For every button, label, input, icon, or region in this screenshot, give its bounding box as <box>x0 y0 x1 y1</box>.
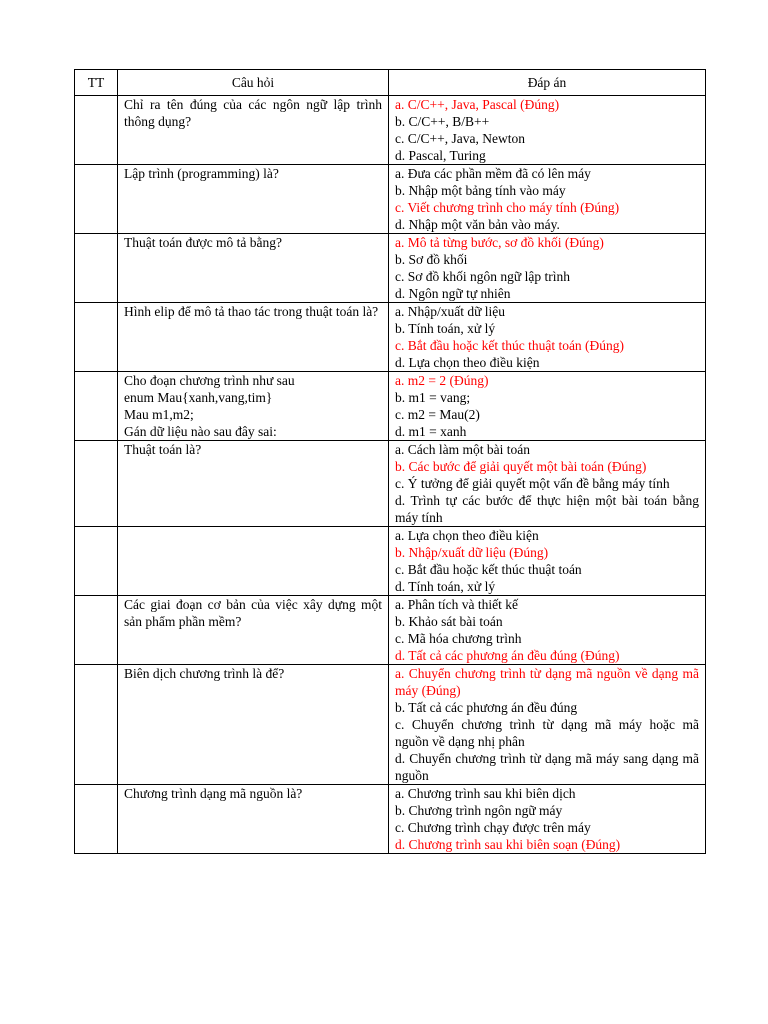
answer-option: d. Ngôn ngữ tự nhiên <box>395 286 511 301</box>
tt-cell <box>75 527 118 596</box>
answer-cell <box>389 785 706 854</box>
question-text: Lập trình (programming) là? <box>124 166 279 181</box>
answer-option: a. Đưa các phần mềm đã có lên máy <box>395 166 591 181</box>
tt-cell <box>75 165 118 234</box>
question-text: Thuật toán là? <box>124 442 202 457</box>
table-row <box>75 234 706 303</box>
correct-answer-option: a. C/C++, Java, Pascal (Đúng) <box>395 97 560 112</box>
answer-option: a. Nhập/xuất dữ liệu <box>395 304 506 319</box>
quiz-document <box>74 69 705 854</box>
answer-option: c. Bắt đầu hoặc kết thúc thuật toán <box>395 562 582 577</box>
answer-option: a. Lựa chọn theo điều kiện <box>395 528 539 543</box>
question-cell <box>118 165 389 234</box>
answer-cell <box>389 234 706 303</box>
question-text: Chỉ ra tên đúng của các ngôn ngữ lập trình thông dụng? <box>124 97 382 129</box>
question-cell <box>118 665 389 785</box>
answer-option: b. Tất cả các phương án đều đúng <box>395 700 578 715</box>
tt-cell <box>75 372 118 441</box>
answer-option: a. Cách làm một bài toán <box>395 442 530 457</box>
answer-option: b. Sơ đồ khối <box>395 252 468 267</box>
answer-option: d. Nhập một văn bản vào máy. <box>395 217 560 232</box>
correct-answer-option: a. m2 = 2 (Đúng) <box>395 373 489 388</box>
answer-option: b. C/C++, B/B++ <box>395 114 490 129</box>
answer-option: c. Sơ đồ khối ngôn ngữ lập trình <box>395 269 570 284</box>
answer-option: c. Chương trình chạy được trên máy <box>395 820 591 835</box>
correct-answer-option: c. Bắt đầu hoặc kết thúc thuật toán (Đúng) <box>395 338 625 353</box>
question-cell <box>118 596 389 665</box>
table-row <box>75 165 706 234</box>
question-text: Thuật toán được mô tả bằng? <box>124 235 283 250</box>
answer-cell <box>389 665 706 785</box>
answer-cell <box>389 527 706 596</box>
answer-option: c. Ý tưởng để giải quyết một vấn đề bằng máy tính <box>395 476 670 491</box>
question-cell <box>118 303 389 372</box>
tt-cell <box>75 96 118 165</box>
answer-option: b. m1 = vang; <box>395 390 471 405</box>
quiz-table-body <box>75 96 706 854</box>
answer-option: b. Khảo sát bài toán <box>395 614 503 629</box>
answer-option: c. C/C++, Java, Newton <box>395 131 525 146</box>
question-text: Hình elip để mô tả thao tác trong thuật toán là? <box>124 304 379 319</box>
answer-option: c. Chuyển chương trình từ dạng mã máy hoặc mã nguồn về dạng nhị phân <box>395 717 699 749</box>
table-row <box>75 303 706 372</box>
answer-option: d. Chuyển chương trình từ dạng mã máy sang dạng mã nguồn <box>395 751 699 783</box>
question-cell <box>118 441 389 527</box>
question-text: Biên dịch chương trình là để? <box>124 666 285 681</box>
question-cell <box>118 785 389 854</box>
header-question: Câu hỏi <box>118 70 389 96</box>
tt-cell <box>75 441 118 527</box>
question-text: Gán dữ liệu nào sau đây sai: <box>124 424 277 439</box>
question-text: Chương trình dạng mã nguồn là? <box>124 786 303 801</box>
question-text: Cho đoạn chương trình như sau <box>124 373 295 388</box>
correct-answer-option: b. Nhập/xuất dữ liệu (Đúng) <box>395 545 549 560</box>
question-cell <box>118 527 389 596</box>
answer-option: d. Tính toán, xử lý <box>395 579 496 594</box>
header-tt: TT <box>75 70 118 96</box>
tt-cell <box>75 665 118 785</box>
table-row <box>75 527 706 596</box>
tt-cell <box>75 234 118 303</box>
table-row <box>75 372 706 441</box>
table-row <box>75 785 706 854</box>
answer-cell <box>389 303 706 372</box>
answer-cell <box>389 96 706 165</box>
answer-option: a. Chương trình sau khi biên dịch <box>395 786 576 801</box>
table-row <box>75 441 706 527</box>
answer-option: d. Pascal, Turing <box>395 148 486 163</box>
answer-option: b. Nhập một bảng tính vào máy <box>395 183 566 198</box>
tt-cell <box>75 303 118 372</box>
question-text: Mau m1,m2; <box>124 407 194 422</box>
question-text: enum Mau{xanh,vang,tim} <box>124 390 273 405</box>
answer-cell <box>389 165 706 234</box>
correct-answer-option: c. Viết chương trình cho máy tính (Đúng) <box>395 200 620 215</box>
correct-answer-option: a. Mô tả từng bước, sơ đồ khối (Đúng) <box>395 235 604 250</box>
question-cell <box>118 234 389 303</box>
correct-answer-option: b. Các bước để giải quyết một bài toán (Đúng) <box>395 459 647 474</box>
question-cell <box>118 96 389 165</box>
answer-option: d. Trình tự các bước để thực hiện một bài toán bằng máy tính <box>395 493 699 525</box>
answer-option: b. Tính toán, xử lý <box>395 321 496 336</box>
answer-option: c. m2 = Mau(2) <box>395 407 480 422</box>
quiz-table <box>74 69 706 854</box>
correct-answer-option: d. Chương trình sau khi biên soạn (Đúng) <box>395 837 621 852</box>
answer-option: b. Chương trình ngôn ngữ máy <box>395 803 563 818</box>
table-header-row <box>75 70 706 96</box>
answer-option: c. Mã hóa chương trình <box>395 631 522 646</box>
answer-option: a. Phân tích và thiết kế <box>395 597 518 612</box>
correct-answer-option: d. Tất cả các phương án đều đúng (Đúng) <box>395 648 620 663</box>
answer-option: d. m1 = xanh <box>395 424 467 439</box>
answer-option: d. Lựa chọn theo điều kiện <box>395 355 540 370</box>
table-row <box>75 596 706 665</box>
table-row <box>75 96 706 165</box>
question-cell <box>118 372 389 441</box>
answer-cell <box>389 596 706 665</box>
tt-cell <box>75 785 118 854</box>
question-text: Các giai đoạn cơ bản của việc xây dựng một sản phẩm phần mềm? <box>124 597 382 629</box>
tt-cell <box>75 596 118 665</box>
header-answer: Đáp án <box>389 70 706 96</box>
answer-cell <box>389 441 706 527</box>
correct-answer-option: a. Chuyển chương trình từ dạng mã nguồn về dạng mã máy (Đúng) <box>395 666 699 698</box>
answer-cell <box>389 372 706 441</box>
table-row <box>75 665 706 785</box>
